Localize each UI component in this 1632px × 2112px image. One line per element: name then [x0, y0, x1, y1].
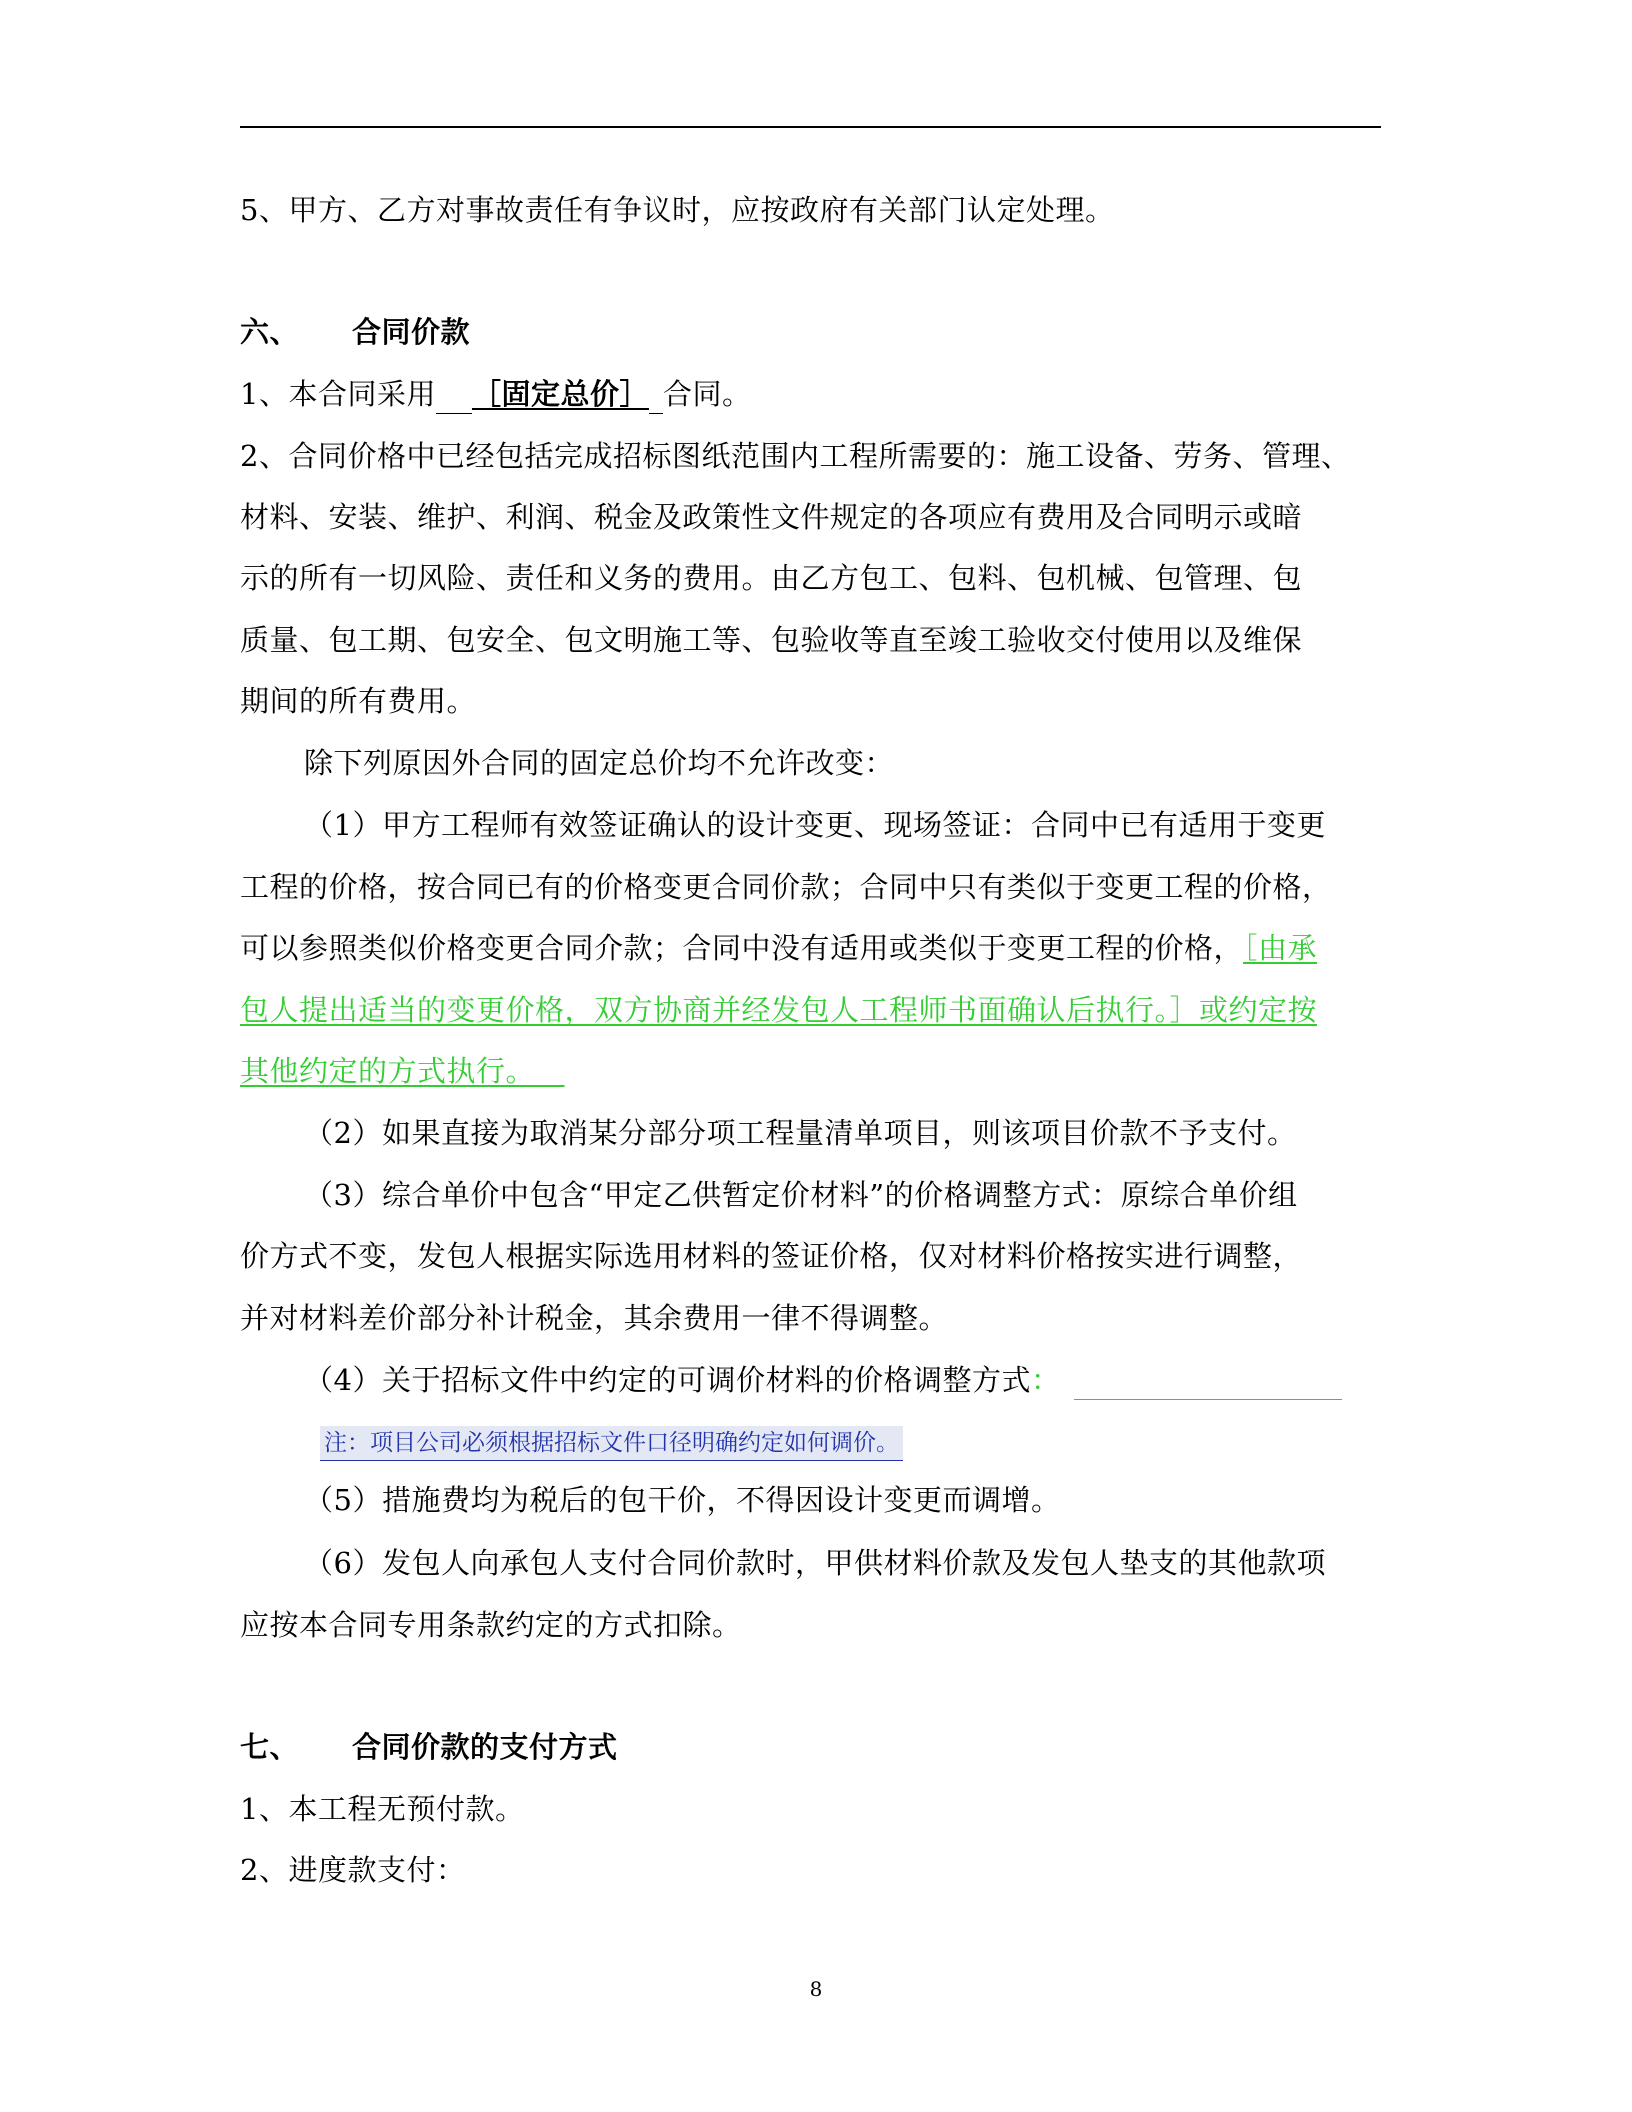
- paragraph-2-line: 2、合同价格中已经包括完成招标图纸范围内工程所需要的：施工设备、劳务、管理、: [240, 439, 1351, 473]
- clause-4: [304, 1360, 1381, 1400]
- clause-6-line: 应按本合同专用条款约定的方式扣除。: [240, 1608, 742, 1642]
- clause-1-green-line: 包人提出适当的变更价格，双方协商并经发包人工程师书面确认后执行。］或约定按: [240, 993, 1318, 1027]
- section-7-number: 七、: [240, 1730, 300, 1764]
- editor-note: 注：项目公司必须根据招标文件口径明确约定如何调价。: [320, 1426, 903, 1461]
- clause-5: （5）措施费均为税后的包干价，不得因设计变更而调增。: [304, 1483, 1061, 1517]
- clause-1-line: [240, 928, 1381, 968]
- clause-1-line: （1）甲方工程师有效签证确认的设计变更、现场签证：合同中已有适用于变更: [304, 808, 1326, 842]
- section-6-heading: [240, 312, 1381, 352]
- section-6-number: 六、: [240, 315, 300, 349]
- clause-5-text: 5、甲方、乙方对事故责任有争议时，应按政府有关部门认定处理。: [240, 193, 1115, 227]
- section-7-heading: [240, 1727, 1381, 1767]
- paragraph-2-line: 材料、安装、维护、利润、税金及政策性文件规定的各项应有费用及合同明示或暗: [240, 500, 1303, 534]
- contract-type-value: ［固定总价］: [471, 377, 649, 411]
- paragraph-2-line: 示的所有一切风险、责任和义务的费用。由乙方包工、包料、包机械、包管理、包: [240, 561, 1303, 595]
- clause-3-line: （3）综合单价中包含“甲定乙供暂定价材料”的价格调整方式：原综合单价组: [304, 1178, 1298, 1212]
- underline-spacer: [535, 1054, 565, 1088]
- header-rule: [240, 126, 1381, 128]
- clause-3-line: 价方式不变，发包人根据实际选用材料的签证价格，仅对材料价格按实进行调整，: [240, 1239, 1303, 1273]
- clause-4-fill-blank[interactable]: [1074, 1369, 1342, 1400]
- paragraph-1-prefix: 1、本合同采用: [240, 377, 436, 411]
- clause-2: （2）如果直接为取消某分部分项工程量清单项目，则该项目价款不予支付。: [304, 1116, 1297, 1150]
- clause-1-green-text: 其他约定的方式执行。: [240, 1054, 536, 1088]
- underline-spacer: [649, 385, 663, 414]
- section-7-item: 2、进度款支付：: [240, 1853, 466, 1887]
- clause-1-text: 可以参照类似价格变更合同介款；合同中没有适用或类似于变更工程的价格，: [240, 931, 1244, 965]
- clause-3-line: 并对材料差价部分补计税金，其余费用一律不得调整。: [240, 1301, 949, 1335]
- clause-4-colon: ：: [1030, 1363, 1061, 1397]
- page-number: 8: [809, 1977, 823, 2001]
- section-7-item: 1、本工程无预付款。: [240, 1792, 525, 1826]
- paragraph-1-suffix: 合同。: [662, 377, 752, 411]
- underline-spacer: [436, 385, 472, 414]
- paragraph-2-line: 期间的所有费用。: [240, 684, 477, 718]
- clause-4-text: （4）关于招标文件中约定的可调价材料的价格调整方式: [304, 1363, 1031, 1397]
- section-7-title: 合同价款的支付方式: [352, 1730, 618, 1764]
- section-6-title: 合同价款: [352, 315, 471, 349]
- clause-1-green-text: ［由承: [1243, 931, 1318, 965]
- clause-6-line: （6）发包人向承包人支付合同价款时，甲供材料价款及发包人垫支的其他款项: [304, 1546, 1326, 1580]
- clause-1-green-line: [240, 1051, 1381, 1091]
- paragraph-2-line: 质量、包工期、包安全、包文明施工等、包验收等直至竣工验收交付使用以及维保: [240, 623, 1303, 657]
- clause-1-line: 工程的价格，按合同已有的价格变更合同价款；合同中只有类似于变更工程的价格，: [240, 870, 1332, 904]
- paragraph-3: 除下列原因外合同的固定总价均不允许改变：: [304, 746, 895, 780]
- paragraph-1: [240, 374, 1381, 414]
